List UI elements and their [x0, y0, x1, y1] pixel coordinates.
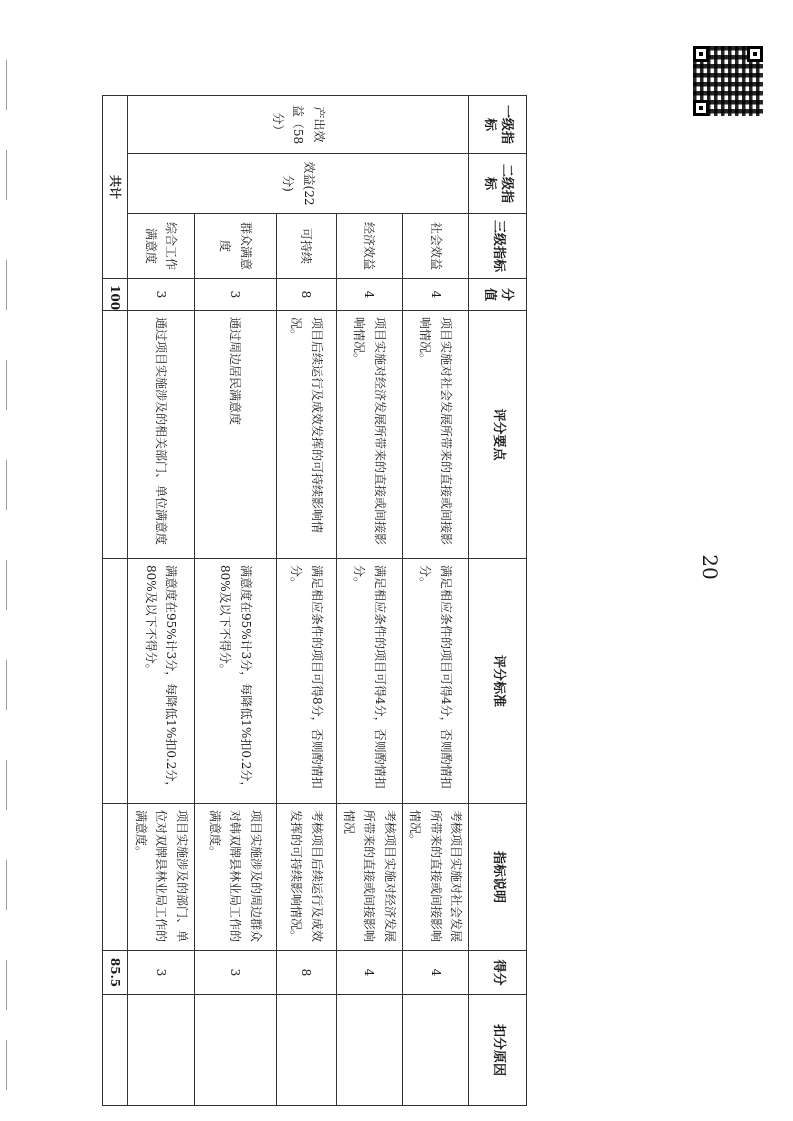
criteria-cell: 满足相应条件的项目可得4分，否则酌情扣分。: [336, 559, 402, 804]
header-criteria: 评分标准: [469, 559, 527, 804]
level3-cell: 综合工作满意度: [128, 214, 194, 279]
value-cell: 3: [128, 279, 194, 311]
empty-cell: [103, 311, 128, 559]
description-cell: 项目实施涉及的部门、单位对双牌县林业局工作的满意度。: [128, 804, 194, 951]
header-level1: 一级指标: [469, 96, 527, 154]
qr-code: [693, 46, 763, 116]
table-row: [128, 96, 194, 1106]
binding-margin-marks: [6, 40, 18, 1100]
criteria-cell: 满意度在95%计3分，每降低1%扣0.2分，80%及以下不得分。: [194, 559, 276, 804]
score-cell: 4: [336, 951, 402, 995]
key-point-cell: 通过周边居民满意度: [194, 311, 276, 559]
header-score-value: 分值: [469, 279, 527, 311]
score-cell: 4: [402, 951, 468, 995]
table-row: [194, 96, 276, 1106]
header-description: 指标说明: [469, 804, 527, 951]
total-value: 100: [103, 279, 128, 311]
evaluation-table-frame: [108, 95, 527, 1105]
total-row: [103, 96, 128, 1106]
level3-cell: 社会效益: [402, 214, 468, 279]
score-cell: 3: [194, 951, 276, 995]
table-row: [336, 96, 402, 1106]
value-cell: 8: [276, 279, 336, 311]
description-cell: 考核项目后续运行及成效发挥的可持续影响情况。: [276, 804, 336, 951]
table-row: [276, 96, 336, 1106]
level3-cell: 群众满意度: [194, 214, 276, 279]
description-cell: 项目实施涉及的周边群众对韩双牌县林业局工作的满意度。: [194, 804, 276, 951]
deduction-cell: [194, 995, 276, 1106]
key-point-cell: 通过项目实施涉及的相关部门、单位满意度: [128, 311, 194, 559]
score-cell: 8: [276, 951, 336, 995]
empty-cell: [103, 995, 128, 1106]
key-point-cell: 项目实施对经济发展所带来的直接或间接影响情况。: [336, 311, 402, 559]
evaluation-table: [102, 95, 527, 1106]
score-cell: 3: [128, 951, 194, 995]
deduction-cell: [276, 995, 336, 1106]
deduction-cell: [128, 995, 194, 1106]
value-cell: 3: [194, 279, 276, 311]
deduction-cell: [336, 995, 402, 1106]
empty-cell: [103, 559, 128, 804]
key-point-cell: 项目实施对社会发展所带来的直接或间接影响情况。: [402, 311, 468, 559]
header-deduction: 扣分原因: [469, 995, 527, 1106]
criteria-cell: 满足相应条件的项目可得8分，否则酌情扣分。: [276, 559, 336, 804]
deduction-cell: [402, 995, 468, 1106]
description-cell: 考核项目实施对社会发展所带来的直接或间接影响情况。: [402, 804, 468, 951]
value-cell: 4: [402, 279, 468, 311]
value-cell: 4: [336, 279, 402, 311]
header-level3: 三级指标: [469, 214, 527, 279]
criteria-cell: 满意度在95%计3分，每降低1%扣0.2分，80%及以下不得分。: [128, 559, 194, 804]
key-point-cell: 项目后续运行及成效发挥的可持续影响情况。: [276, 311, 336, 559]
page-number: 20: [698, 554, 722, 580]
empty-cell: [103, 804, 128, 951]
level3-cell: 经济效益: [336, 214, 402, 279]
level2-cell: 效益(22分): [128, 154, 469, 214]
description-cell: 考核项目实施对经济发展所带来的直接或间接影响情况: [336, 804, 402, 951]
header-score: 得分: [469, 951, 527, 995]
header-level2: 二级指标: [469, 154, 527, 214]
level1-cell: 产出效益（58分）: [128, 96, 469, 154]
level3-cell: 可持续: [276, 214, 336, 279]
total-label: 共计: [103, 96, 128, 279]
table-row: [402, 96, 468, 1106]
table-header-row: [469, 96, 527, 1106]
criteria-cell: 满足相应条件的项目可得4分，否则酌情扣分。: [402, 559, 468, 804]
total-score: 85.5: [103, 951, 128, 995]
header-key-points: 评分要点: [469, 311, 527, 559]
